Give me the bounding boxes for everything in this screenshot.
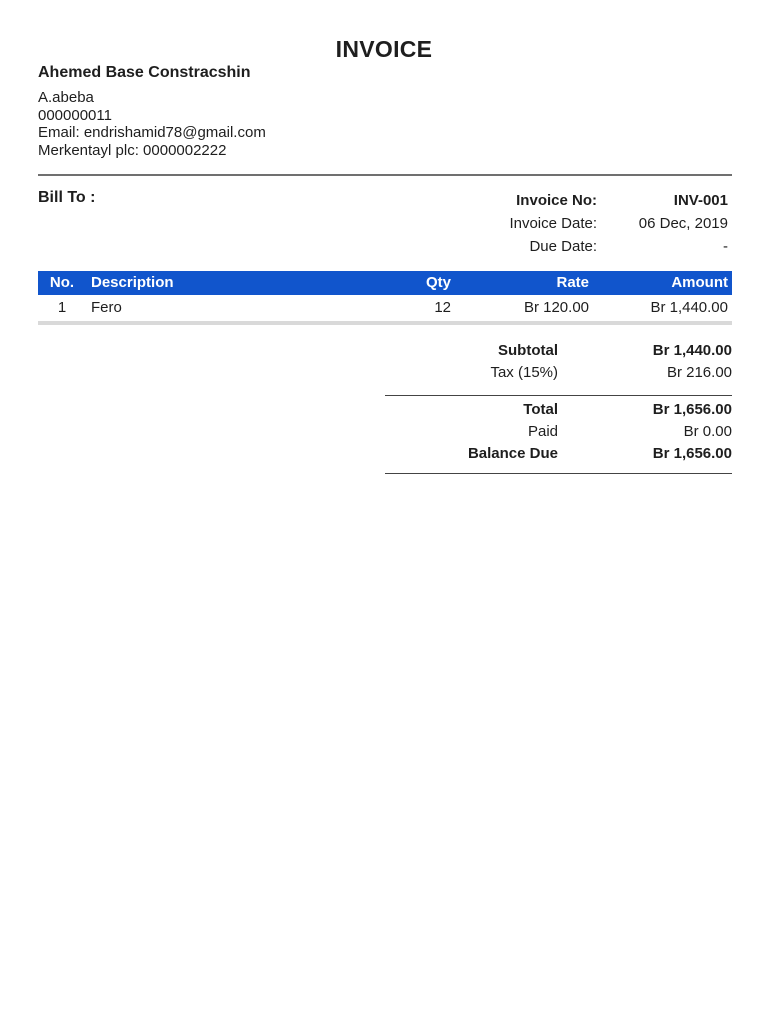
invoice-title: INVOICE — [335, 36, 433, 62]
total-label: Total — [523, 401, 558, 418]
tax-value: Br 216.00 — [666, 364, 732, 381]
bill-to-label: Bill To : — [38, 189, 96, 206]
tax-label: Tax (15%) — [490, 364, 558, 381]
paid-value: Br 0.00 — [683, 423, 732, 440]
item-rate: Br 120.00 — [523, 299, 589, 316]
items-table-bottom-border — [38, 321, 732, 325]
totals-summary — [385, 342, 732, 474]
item-description: Fero — [91, 299, 122, 316]
due-date-label: Due Date: — [529, 238, 597, 255]
item-amount: Br 1,440.00 — [650, 299, 728, 316]
paid-row — [385, 423, 732, 445]
column-header-rate: Rate — [556, 274, 589, 291]
items-table-header — [38, 271, 732, 295]
invoice-number-value: INV-001 — [673, 192, 728, 209]
invoice-number-row — [428, 192, 728, 215]
subtotal-row — [385, 342, 732, 364]
company-details — [38, 89, 266, 159]
invoice-meta — [428, 192, 728, 261]
company-city: A.abeba — [38, 89, 94, 106]
table-row — [38, 296, 732, 320]
item-qty: 12 — [434, 299, 451, 316]
invoice-date-label: Invoice Date: — [509, 215, 597, 232]
total-value: Br 1,656.00 — [652, 401, 732, 418]
column-header-qty: Qty — [425, 274, 451, 291]
item-no: 1 — [57, 299, 67, 316]
header-divider — [38, 174, 732, 176]
due-date-value: - — [723, 238, 728, 255]
subtotal-label: Subtotal — [498, 342, 558, 359]
company-name: Ahemed Base Constracshin — [38, 64, 251, 81]
subtotal-value: Br 1,440.00 — [652, 342, 732, 359]
balance-due-value: Br 1,656.00 — [652, 445, 732, 462]
company-plc: Merkentayl plc: 0000002222 — [38, 141, 227, 159]
paid-label: Paid — [527, 423, 558, 440]
invoice-date-value: 06 Dec, 2019 — [638, 215, 728, 232]
column-header-description: Description — [91, 274, 174, 291]
column-header-no: No. — [49, 274, 75, 291]
due-date-row — [428, 238, 728, 261]
company-email: Email: endrishamid78@gmail.com — [38, 124, 266, 141]
balance-due-label: Balance Due — [467, 445, 558, 462]
invoice-number-label: Invoice No: — [516, 192, 597, 209]
total-row — [385, 401, 732, 423]
tax-row — [385, 364, 732, 386]
invoice-date-row — [428, 215, 728, 238]
totals-bottom-rule — [385, 473, 732, 474]
balance-due-row — [385, 445, 732, 467]
column-header-amount: Amount — [671, 274, 728, 291]
company-id: 000000011 — [38, 106, 112, 124]
